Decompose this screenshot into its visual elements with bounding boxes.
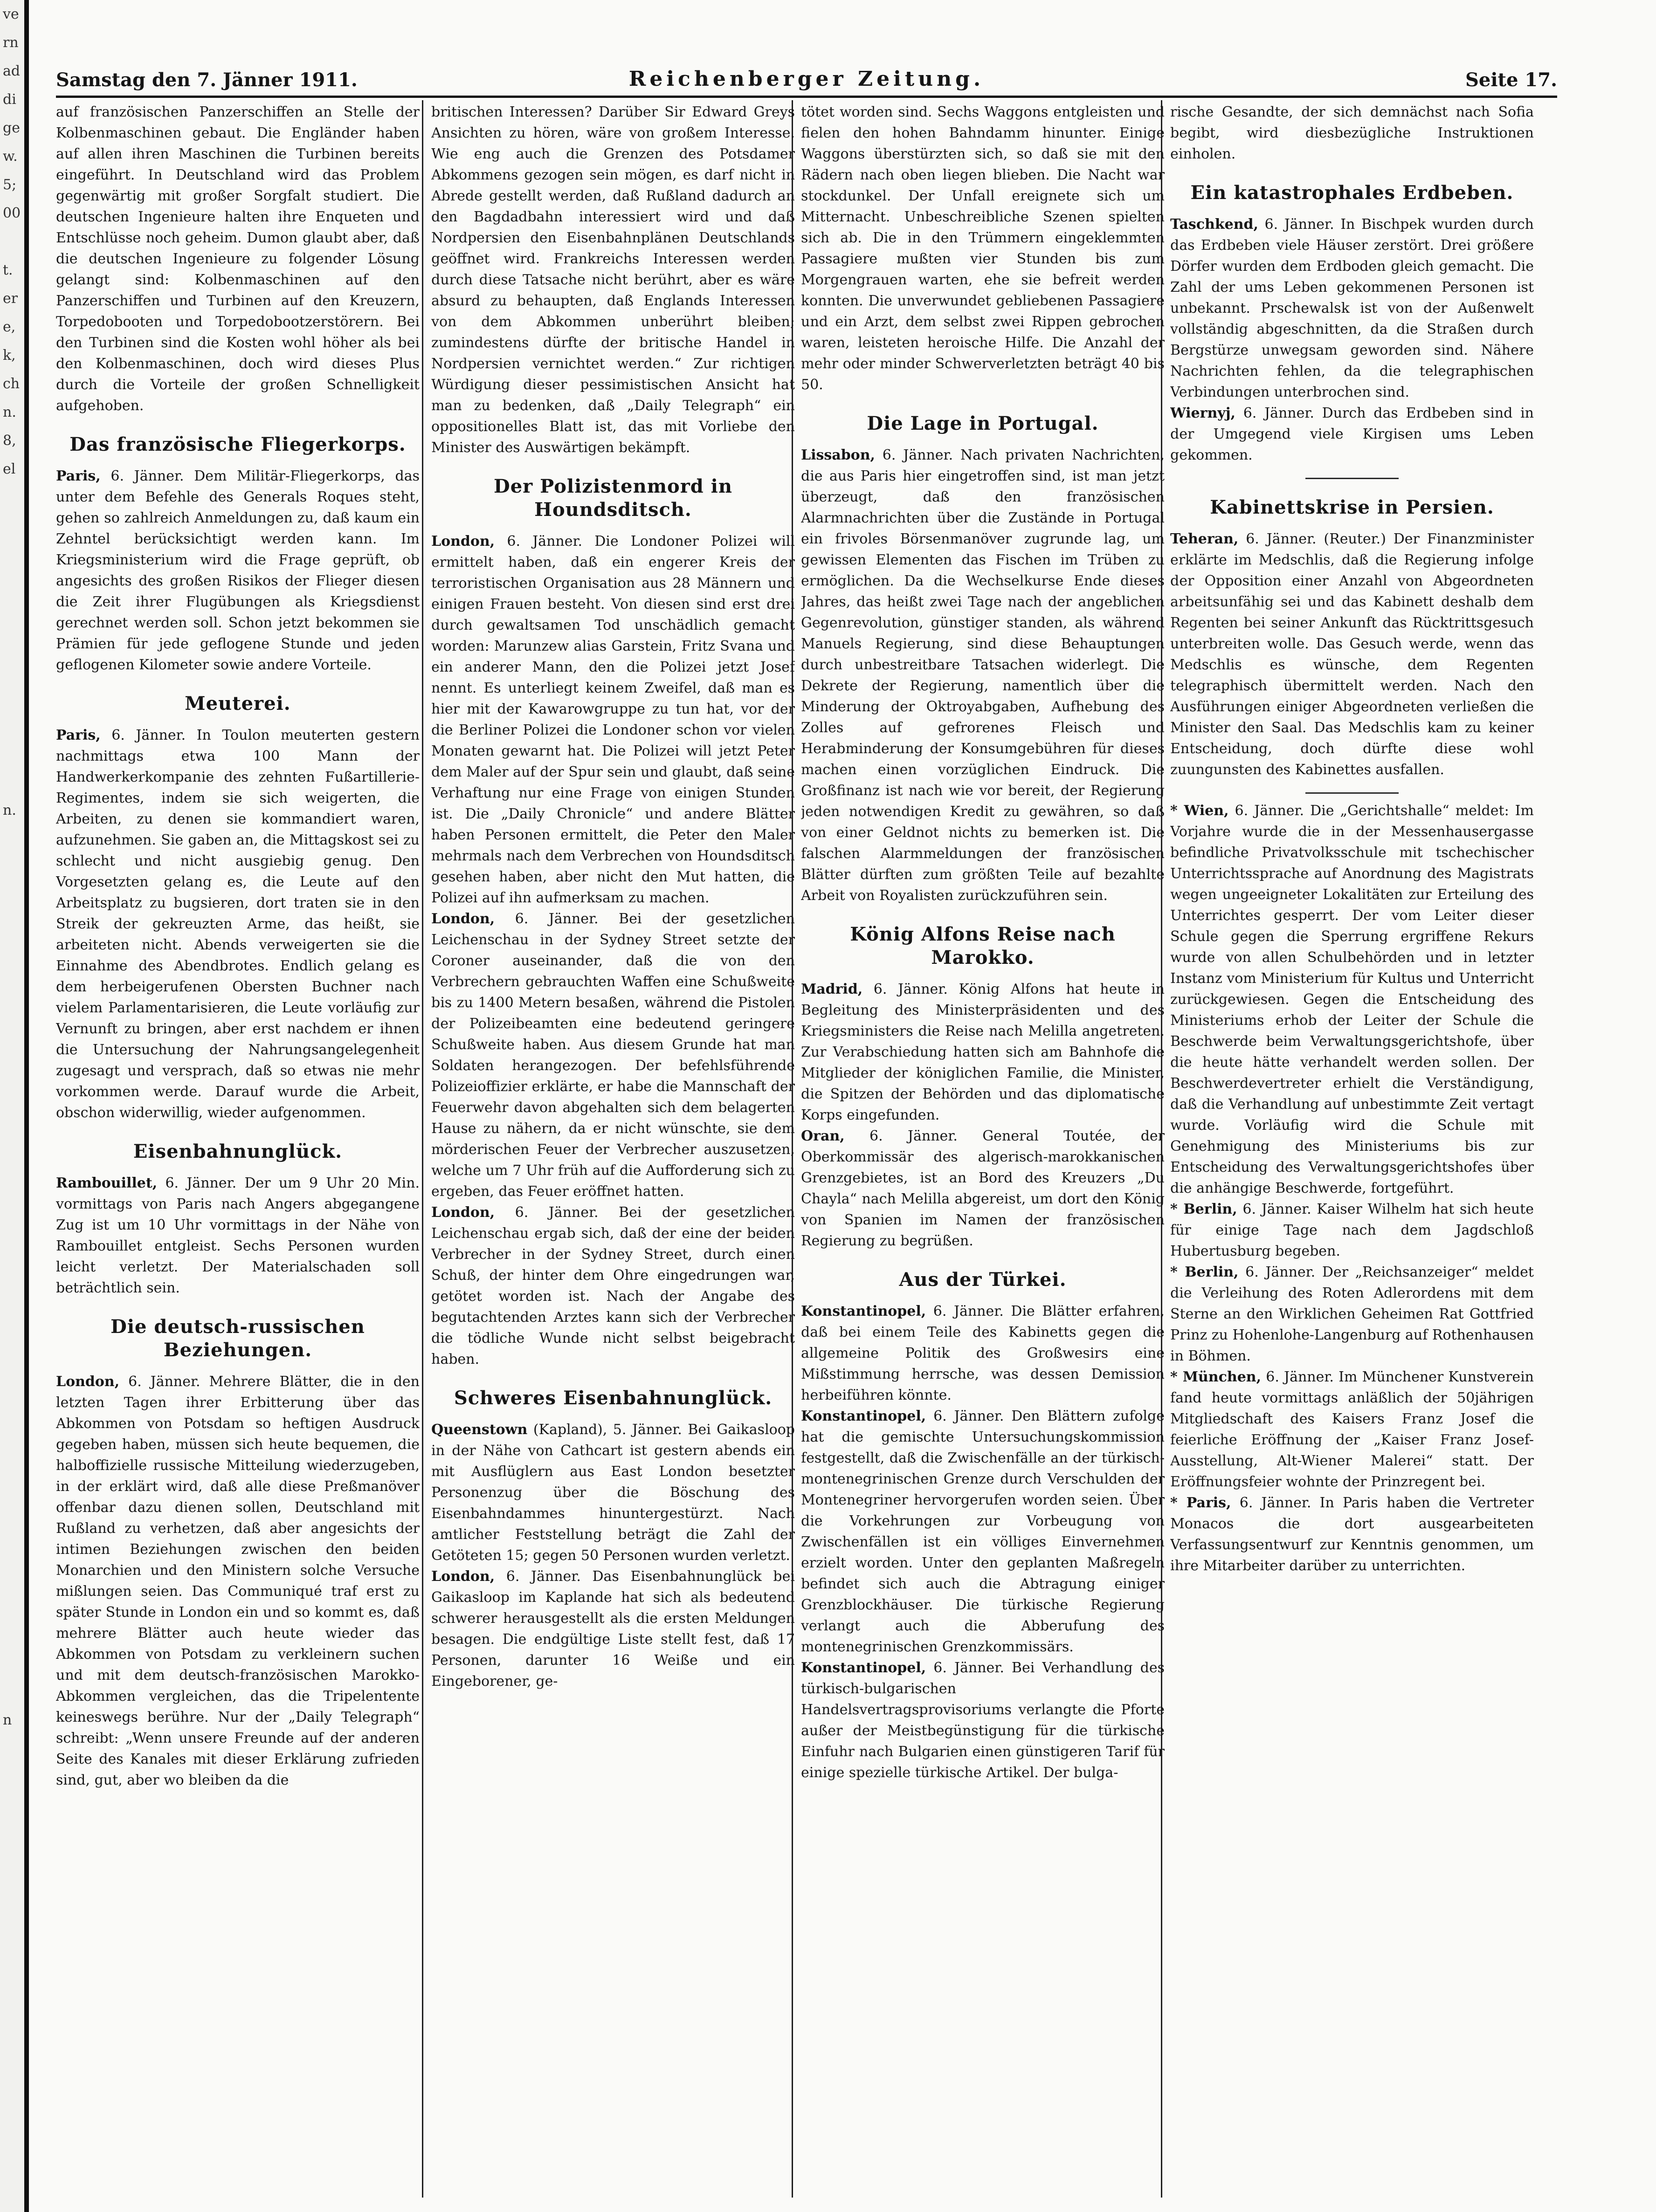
dateline: London, bbox=[56, 1374, 120, 1390]
article-headline: Kabinettskrise in Persien. bbox=[1210, 496, 1494, 518]
dateline: * Berlin, bbox=[1170, 1201, 1237, 1217]
article-paragraph bbox=[1170, 1262, 1534, 1367]
article-paragraph bbox=[801, 1657, 1165, 1783]
article-headline: König Alfons Reise nach Marokko. bbox=[850, 923, 1116, 969]
article-paragraph bbox=[56, 1371, 420, 1791]
column-4 bbox=[1170, 102, 1534, 2199]
edge-fragment: e, bbox=[3, 319, 16, 335]
edge-fragment bbox=[0, 569, 24, 597]
article-paragraph bbox=[1170, 102, 1534, 165]
page-header bbox=[56, 65, 1557, 98]
article-paragraph bbox=[1170, 214, 1534, 403]
column-2 bbox=[431, 102, 795, 2199]
edge-fragment bbox=[0, 1137, 24, 1166]
edge-fragment bbox=[0, 739, 24, 768]
article-paragraph bbox=[56, 102, 420, 416]
article-paragraph bbox=[431, 1419, 795, 1566]
article-paragraph bbox=[1170, 529, 1534, 780]
paragraph-text: auf französischen Panzerschiffen an Stelle der Kolbenmaschinen gebaut. Die Engländer haben auf allen ihren Maschinen die Turbinen bereits eingeführt. In Deutschland wird das Problem gegenwärtig mit großer Sorgfalt studiert. Die deutschen Ingenieure halten ihre Enqueten und Entschlüsse noch geheim. Dumon glaubt aber, daß die deutschen Ingenieure zu folgender Lösung gelangt sind: Kolbenmaschinen auf den Panzerschiffen und Turbinen auf den Kreuzern, Torpedobooten und Torpedobootzerstörern. Bei den Turbinen sind die Kosten wohl höher als bei den Kolbenmaschinen, doch wird dieses Plus durch die Vorteile der großen Schnelligkeit aufgehoben. bbox=[56, 104, 420, 414]
article-paragraph bbox=[801, 102, 1165, 395]
dateline: Madrid, bbox=[801, 981, 863, 997]
edge-fragment bbox=[0, 1649, 24, 1677]
edge-fragment bbox=[0, 1535, 24, 1564]
dateline: Konstantinopel, bbox=[801, 1408, 926, 1424]
paragraph-text: 6. Jänner. Den Blättern zufolge hat die gemischte Untersuchungskommission festgestellt, daß die Zwischenfälle an der türkisch-montenegrinischen Grenze durch Verschulden der Montenegriner hervorgerufen worden seien. Über die Vorkehrungen zur Vorbeugung von Zwischenfällen ist ein völliges Einvernehmen erzielt worden. Unter den geplanten Maßregeln befindet sich auch die Abtragung einiger Grenzblockhäuser. Die türkische Regierung verlangt auch die Abberufung des montenegrinischen Grenzkommissärs. bbox=[801, 1408, 1165, 1655]
paragraph-text: britischen Interessen? Darüber Sir Edward Greys Ansichten zu hören, wäre von großem Interesse. Wie eng auch die Grenzen des Potsdamer Abkommens gezogen sein mögen, es darf nicht in Abrede gestellt werden, daß Rußland dadurch an den Bagdadbahn interessiert wird und daß Nordpersien den Eisenbahnplänen Deutschlands geöffnet wird. Frankreichs Interessen werden durch diese Tatsache nicht berührt, aber es wäre absurd zu behaupten, daß Englands Interessen von dem Abkommen unberührt bleiben; zumindestens dürfte der britische Handel in Nordpersien vernichtet werden.“ Zur richtigen Würdigung dieser pessimistischen Ansicht hat man zu bedenken, daß „Daily Telegraph“ ein oppositionelles Blatt ist, das mit Vorliebe den Minister des Auswärtigen bekämpft. bbox=[431, 104, 795, 456]
edge-fragment bbox=[0, 512, 24, 540]
edge-fragment: t. bbox=[3, 262, 13, 278]
edge-fragment: ge bbox=[3, 120, 20, 136]
header-date: Samstag den 7. Jänner 1911. bbox=[56, 69, 358, 91]
edge-fragment bbox=[0, 1166, 24, 1194]
article-headline: Das französische Fliegerkorps. bbox=[69, 433, 406, 455]
edge-fragment bbox=[0, 1024, 24, 1052]
edge-fragment: el bbox=[3, 461, 16, 477]
header-rule bbox=[56, 96, 1557, 98]
article-headline: Der Polizistenmord in Houndsditsch. bbox=[494, 475, 732, 521]
paragraph-text: 6. Jänner. In Paris haben die Vertreter Monacos die dort ausgearbeiteten Verfassungsentwurf zur Kenntnis genommen, um ihre Mitarbeiter darüber zu unterrichten. bbox=[1170, 1495, 1534, 1574]
article-paragraph bbox=[431, 908, 795, 1202]
paragraph-text: 6. Jänner. Bei Verhandlung des türkisch-bulgarischen Handelsvertragsprovisoriums verlangte die Pforte außer der Meistbegünstigung für die türkische Einfuhr nach Bulgarien einen günstigeren Tarif für einige spezielle türkische Artikel. Der bulga- bbox=[801, 1660, 1165, 1781]
article-paragraph bbox=[801, 1126, 1165, 1251]
edge-fragment: di bbox=[3, 91, 16, 108]
edge-fragment bbox=[0, 1308, 24, 1336]
dateline: Paris, bbox=[56, 727, 101, 743]
article-paragraph bbox=[431, 531, 795, 908]
article-headline: Die deutsch-russischen Beziehungen. bbox=[110, 1316, 365, 1361]
paragraph-text: 6. Jänner. Das Eisenbahnunglück bei Gaikasloop im Kaplande hat sich als bedeutend schwerer herausgestellt als die ersten Meldungen besagen. Die endgültige Liste stellt fest, daß 17 Personen, darunter 16 Weiße und ein Eingeborener, ge- bbox=[431, 1568, 795, 1690]
edge-fragment: ch bbox=[3, 376, 20, 392]
binding-shadow bbox=[24, 0, 29, 2212]
edge-fragment bbox=[0, 995, 24, 1024]
article-headline: Ein katastrophales Erdbeben. bbox=[1190, 182, 1514, 204]
paragraph-text: 6. Jänner. (Reuter.) Der Finanzminister erklärte im Medschlis, daß die Regierung infolge der Opposition einer Anzahl von Abgeordneten arbeitsunfähig sei und das Kabinett deshalb dem Regenten bei seiner Ankunft das Rücktrittsgesuch unterbreiten wolle. Das Gesuch werde, wenn das Medschlis es wünsche, dem Regenten telegraphisch übermittelt werden. Nach den Ausführungen einiger Abgeordneten verließen die Minister den Saal. Das Medschlis kam zu keiner Entscheidung, doch dürfte diese wohl zuungunsten des Kabinettes ausfallen. bbox=[1170, 531, 1534, 778]
paragraph-text: rische Gesandte, der sich demnächst nach Sofia begibt, wird diesbezügliche Instruktionen einholen. bbox=[1170, 104, 1534, 162]
edge-fragment bbox=[0, 1450, 24, 1478]
column-3 bbox=[801, 102, 1165, 2199]
page-number: Seite 17. bbox=[1465, 69, 1557, 91]
article-paragraph bbox=[1170, 1199, 1534, 1262]
edge-fragment bbox=[0, 1507, 24, 1535]
edge-fragment bbox=[0, 1365, 24, 1393]
edge-fragment: rn bbox=[3, 34, 19, 51]
edge-fragment: 00 bbox=[3, 205, 21, 221]
edge-fragment: 8, bbox=[3, 433, 16, 449]
article-paragraph bbox=[431, 1202, 795, 1370]
paragraph-text: 6. Jänner. Der „Reichsanzeiger“ meldet die Verleihung des Roten Adlerordens mit dem Sterne an den Wirklichen Geheimen Rat Gottfried Prinz zu Hohenlohe-Langenburg auf Rothenhausen in Böhmen. bbox=[1170, 1264, 1534, 1364]
edge-fragment bbox=[0, 1734, 24, 1763]
paragraph-text: 6. Jänner. Die Londoner Polizei will ermittelt haben, daß ein engerer Kreis der terroristischen Organisation aus 28 Männern und einigen Frauen besteht. Von diesen sind erst drei durch gewaltsamen Tod unschädlich gemacht worden: Marunzew alias Garstein, Fritz Svana und ein anderer Mann, den die Polizei jetzt Josef nennt. Es unterliegt keinem Zweifel, daß man es hier mit der Kawarowgruppe zu tun hat, vor der die Berliner Polizei die Londoner schon vor vielen Monaten gewarnt hat. Die Polizei will jetzt Peter dem Maler auf der Spur sein und glaubt, daß seine Verhaftung nur eine Frage von einigen Stunden ist. Die „Daily Chronicle“ und andere Blätter haben Personen ermittelt, die Peter den Maler mehrmals nach dem Verbrechen von Houndsditsch gesehen haben, aber nicht den Mut hatten, die Polizei auf ihn aufmerksam zu machen. bbox=[431, 533, 795, 906]
article-paragraph bbox=[56, 725, 420, 1123]
dateline: Konstantinopel, bbox=[801, 1660, 926, 1676]
article-separator bbox=[1305, 478, 1399, 479]
edge-fragment: er bbox=[3, 290, 18, 307]
article-paragraph bbox=[56, 1173, 420, 1298]
dateline: Taschkend, bbox=[1170, 216, 1258, 233]
edge-fragment: w. bbox=[3, 148, 18, 165]
paragraph-text: 6. Jänner. In Bischpek wurden durch das Erdbeben viele Häuser zerstört. Drei größere Dörfer wurden dem Erdboden gleich gemacht. Die Zahl der ums Leben gekommenen Personen ist unbekannt. Prschewalsk ist von der Außenwelt vollständig abgeschnitten, da die Straßen durch Bergstürze unwegsam geworden sind. Nähere Nachrichten fehlen, da die telegraphischen Verbindungen unterbrochen sind. bbox=[1170, 216, 1534, 400]
edge-fragment bbox=[0, 1422, 24, 1450]
paragraph-text: 6. Jänner. Die „Gerichtshalle“ meldet: Im Vorjahre wurde die in der Messenhausergasse befindliche Privatvolksschule mit tschechischer Unterrichtssprache auf Anordnung des Magistrats wegen ungeeigneter Lokalitäten zur Erteilung des Unterrichtes gesperrt. Der vom Leiter dieser Schule gegen die Sperrung ergriffene Rekurs wurde von allen Schulbehörden und in letzter Instanz vom Ministerium für Kultus und Unterricht zurückgewiesen. Gegen die Entscheidung des Ministeriums erhob der Leiter der Schule die Beschwerde beim Verwaltungsgerichtshofe, über die heute hätte verhandelt werden sollen. Der Beschwerdevertreter erhielt die Verständigung, daß die Verhandlung auf unbestimmte Zeit vertagt wurde. Vorläufig wird die Schule mit Genehmigung des Ministeriums bis zur Entscheidung des Verwaltungsgerichtshofes über die anhängige Beschwerde, fortgeführt. bbox=[1170, 803, 1534, 1196]
article-headline: Meuterei. bbox=[185, 693, 291, 714]
dateline: Lissabon, bbox=[801, 447, 875, 463]
edge-fragment bbox=[0, 1393, 24, 1422]
edge-fragment bbox=[0, 824, 24, 853]
edge-fragment bbox=[0, 682, 24, 711]
dateline: Oran, bbox=[801, 1128, 845, 1144]
paragraph-text: 6. Jänner. Mehrere Blätter, die in den letzten Tagen ihrer Erbitterung über das Abkommen von Potsdam so heftigen Ausdruck gegeben haben, müssen sich heute bequemen, die halboffizielle russische Mitteilung wiederzugeben, in der erklärt wird, daß alle diese Preßmanöver offenbar dazu dienen sollen, Deutschland mit Rußland zu verhetzen, daß aber angesichts der intimen Beziehungen zwischen den beiden Monarchien und den Ministern solche Versuche mißlungen seien. Das Communiqué traf erst zu später Stunde in London ein und so kommt es, daß mehrere Blätter auch heute wieder das Abkommen von Potsdam zu verkleinern suchen und mit dem deutsch-französischen Marokko-Abkommen vergleichen, das die Tripelentente keineswegs berühre. Nur der „Daily Telegraph“ schreibt: „Wenn unsere Freunde auf der anderen Seite des Kanales mit dieser Erklärung zufrieden sind, gut, aber wo bleiben da die bbox=[56, 1374, 420, 1788]
dateline: * Paris, bbox=[1170, 1495, 1231, 1511]
edge-fragment bbox=[0, 1478, 24, 1507]
edge-fragment bbox=[0, 1223, 24, 1251]
article-paragraph bbox=[431, 1566, 795, 1692]
dateline: * Wien, bbox=[1170, 803, 1229, 819]
edge-fragment bbox=[0, 1677, 24, 1706]
edge-fragment: k, bbox=[3, 347, 16, 364]
edge-fragment: ad bbox=[3, 63, 21, 79]
paragraph-text: 6. Jänner. General Toutée, der Oberkommissär des algerisch-marokkanischen Grenzgebietes, ist an Bord des Kreuzers „Du Chayla“ nach Melilla abgereist, um dort den König von Spanien im Namen der französischen Regierung zu begrüßen. bbox=[801, 1128, 1165, 1249]
article-paragraph bbox=[1170, 403, 1534, 466]
paragraph-text: 6. Jänner. König Alfons hat heute in Begleitung des Ministerpräsidenten und des Kriegsministers die Reise nach Melilla angetreten. Zur Verabschiedung hatten sich am Bahnhofe die Mitglieder der königlichen Familie, die Minister, die Spitzen der Behörden und das diplomatische Korps eingefunden. bbox=[801, 981, 1165, 1123]
masthead-title: Reichenberger Zeitung. bbox=[628, 67, 985, 91]
paragraph-text: 6. Jänner. In Toulon meuterten gestern nachmittags etwa 100 Mann der Handwerkerkompanie des zehnten Fußartillerie-Regimentes, indem sie sich weigerten, die Arbeiten, zu denen sie kommandiert waren, aufzunehmen. Sie gaben an, die Mittagskost sei zu schlecht und nicht ausgiebig genug. Den Vorgesetzten gelang es, die Leute auf den Arbeitsplatz zu bugsieren, dort traten sie in den Streik der gekreuzten Arme, das heißt, sie arbeiteten nicht. Abends verweigerten sie die Einnahme des Abendbrotes. Endlich gelang es dem herbeigerufenen Obersten Buchner nach vielem Parlamentarisieren, die Leute vorläufig zur Vernunft zu bringen, aber erst nachdem er ihnen die Untersuchung der Nahrungsangelegenheit zugesagt und versprach, daß so etwas nie mehr vorkommen werde. Darauf wurde die Arbeit, obschon widerwillig, wieder aufgenommen. bbox=[56, 727, 420, 1121]
dateline: Rambouillet, bbox=[56, 1175, 158, 1191]
dateline: Wiernyj, bbox=[1170, 405, 1235, 421]
edge-fragment bbox=[0, 1109, 24, 1137]
edge-fragment bbox=[0, 910, 24, 938]
dateline: * München, bbox=[1170, 1369, 1262, 1385]
article-paragraph bbox=[801, 1406, 1165, 1657]
paragraph-text: (Kapland), 5. Jänner. Bei Gaikasloop in der Nähe von Cathcart ist gestern abends ein mit Ausflüglern aus East London besetzter Personenzug über die Böschung des Eisenbahndammes hinuntergestürzt. Nach amtlicher Feststellung beträgt die Zahl der Getöteten 15; gegen 50 Personen wurden verletzt. bbox=[431, 1422, 795, 1564]
paragraph-text: 6. Jänner. Nach privaten Nachrichten, die aus Paris hier eingetroffen sind, ist man jetzt überzeugt, daß den französischen Alarmnachrichten über die Zustände in Portugal ein frivoles Börsenmanöver zugrunde lag, um gewissen Elementen das Fischen im Trüben zu ermöglichen. Da die Wechselkurse Ende dieses Jahres, das heißt zwei Tage nach der angeblichen Gegenrevolution, günstiger standen, als während Manuels Regierung, sind diese Behauptungen durch unbestreitbare Tatsachen widerlegt. Die Dekrete der Regierung, namentlich über die Minderung der Oktroyabgaben, Aufhebung des Zolles auf gefrorenes Fleisch und Herabminderung der Konsumgebühren für dieses machen einen vorzüglichen Eindruck. Die Großfinanz ist nach wie vor bereit, der Regierung jeden notwendigen Kredit zu gewähren, so daß von einer Geldnot nichts zu bemerken ist. Die falschen Alarmmeldungen der französischen Blätter dürften zum größten Teile auf bezahlte Arbeit von Royalisten zurückzuführen sein. bbox=[801, 447, 1165, 904]
edge-fragment bbox=[0, 1080, 24, 1109]
dateline: London, bbox=[431, 911, 495, 927]
edge-fragment bbox=[0, 1336, 24, 1365]
dateline: * Berlin, bbox=[1170, 1264, 1239, 1280]
paragraph-text: tötet worden sind. Sechs Waggons entgleisten und fielen den hohen Bahndamm hinunter. Einige Waggons überstürzten sich, so daß sie mit den Rädern nach oben liegen blieben. Die Nacht war stockdunkel. Der Unfall ereignete sich um Mitternacht. Unbeschreibliche Szenen spielten sich ab. Die in den Trümmern eingeklemmten Passagiere mußten vier Stunden bis zum Morgengrauen warten, ehe sie befreit werden konnten. Die unverwundet gebliebenen Passagiere und ein Arzt, dem selbst zwei Rippen gebrochen waren, leisteten heroische Hilfe. Die Anzahl der mehr oder minder Schwerverletzten beträgt 40 bis 50. bbox=[801, 104, 1165, 393]
dateline: London, bbox=[431, 1568, 495, 1585]
dateline: London, bbox=[431, 1204, 495, 1221]
edge-fragment bbox=[0, 1763, 24, 1791]
edge-fragment: n. bbox=[3, 404, 16, 420]
paragraph-text: 6. Jänner. Im Münchener Kunstverein fand heute vormittags anläßlich der 50jährigen Mitgliedschaft des Kaisers Franz Josef die feierliche Eröffnung der „Kaiser Franz Josef-Ausstellung, Alt-Wiener Malerei“ statt. Der Eröffnungsfeier wohnte der Prinzregent bei. bbox=[1170, 1369, 1534, 1490]
edge-fragment bbox=[0, 1592, 24, 1621]
dateline: Teheran, bbox=[1170, 531, 1239, 547]
edge-fragment bbox=[0, 625, 24, 654]
article-headline: Aus der Türkei. bbox=[899, 1269, 1067, 1291]
column-rule bbox=[422, 100, 423, 2198]
article-headline: Die Lage in Portugal. bbox=[867, 412, 1099, 434]
dateline: Paris, bbox=[56, 468, 101, 484]
edge-fragment: ve bbox=[3, 6, 19, 22]
edge-fragment: n. bbox=[3, 802, 16, 818]
dateline: London, bbox=[431, 533, 495, 550]
article-headline: Schweres Eisenbahnunglück. bbox=[454, 1387, 773, 1409]
edge-fragment bbox=[0, 967, 24, 995]
edge-fragment bbox=[0, 938, 24, 967]
edge-fragment bbox=[0, 768, 24, 796]
column-1 bbox=[56, 102, 420, 2199]
paragraph-text: 6. Jänner. Bei der gesetzlichen Leichenschau ergab sich, daß der eine der beiden Verbrecher in der Sydney Street, durch einen Schuß, der hinter dem Ohre eingedrungen war, getötet worden ist. Nach der Angabe des begutachtenden Arztes kann sich der Verbrecher die tödliche Wunde nicht selbst beigebracht haben. bbox=[431, 1204, 795, 1367]
edge-fragment bbox=[0, 1279, 24, 1308]
paragraph-text: 6. Jänner. Der um 9 Uhr 20 Min. vormittags von Paris nach Angers abgegangene Zug ist um 10 Uhr vormittags in der Nähe von Rambouillet entgleist. Sechs Personen wurden leicht verletzt. Der Materialschaden soll beträchtlich sein. bbox=[56, 1175, 420, 1296]
article-paragraph bbox=[801, 979, 1165, 1126]
paragraph-text: 6. Jänner. Die Blätter erfahren, daß bei einem Teile des Kabinetts gegen die allgemeine Politik des Großwesirs eine Mißstimmung herrsche, was dessen Demission herbeiführen könnte. bbox=[801, 1303, 1165, 1403]
edge-fragment bbox=[0, 1194, 24, 1223]
edge-fragment: 5; bbox=[3, 177, 17, 193]
edge-fragment bbox=[0, 1052, 24, 1080]
article-paragraph bbox=[431, 102, 795, 458]
edge-fragment bbox=[0, 853, 24, 881]
edge-fragment bbox=[0, 227, 24, 256]
article-paragraph bbox=[1170, 800, 1534, 1199]
article-paragraph bbox=[1170, 1367, 1534, 1492]
edge-fragment bbox=[0, 1621, 24, 1649]
edge-fragment bbox=[0, 881, 24, 910]
edge-fragment bbox=[0, 597, 24, 625]
dateline: Konstantinopel, bbox=[801, 1303, 926, 1319]
edge-fragment bbox=[0, 1564, 24, 1592]
article-paragraph bbox=[801, 1301, 1165, 1406]
edge-fragment bbox=[0, 483, 24, 512]
article-paragraph bbox=[56, 466, 420, 675]
article-separator bbox=[1305, 792, 1399, 794]
edge-fragment bbox=[0, 1251, 24, 1279]
edge-fragment bbox=[0, 540, 24, 569]
paragraph-text: 6. Jänner. Bei der gesetzlichen Leichenschau in der Sydney Street setzte der Coroner auseinander, daß die von den Verbrechern gebrauchten Waffen eine Schußweite bis zu 1400 Metern besaßen, während die Pistolen der Polizeibeamten eine bedeutend geringere Schußweite haben. Aus diesem Grunde hat man Soldaten herangezogen. Der befehlsführende Polizeioffizier erklärte, er habe die Mannschaft der Feuerwehr davon abgehalten sich dem belagerten Hause zu nähern, da er nicht wünschte, sie dem mörderischen Feuer der Verbrecher auszusetzen, welche um 7 Uhr früh auf die Aufforderung sich zu ergeben, das Feuer eröffnet hatten. bbox=[431, 911, 795, 1200]
paragraph-text: 6. Jänner. Durch das Erdbeben sind in der Umgegend viele Kirgisen ums Leben gekommen. bbox=[1170, 405, 1534, 463]
paragraph-text: 6. Jänner. Dem Militär-Fliegerkorps, das unter dem Befehle des Generals Roques steht, gehen so zahlreich Anmeldungen zu, daß kaum ein Zehntel berücksichtigt werden kann. Im Kriegsministerium wird die Frage geprüft, ob angesichts des großen Risikos der Flieger diesen die Zeit ihrer Flugübungen als Kriegsdienst gerechnet werden soll. Schon jetzt bekommen sie Prämien für jede geflogene Stunde und jeden geflogenen Kilometer sowie andere Vorteile. bbox=[56, 468, 420, 673]
article-paragraph bbox=[801, 445, 1165, 906]
adjacent-page-edge bbox=[0, 0, 24, 2212]
edge-fragment: n bbox=[3, 1712, 12, 1728]
article-headline: Eisenbahnunglück. bbox=[133, 1140, 343, 1162]
dateline: Queenstown bbox=[431, 1422, 528, 1438]
edge-fragment bbox=[0, 654, 24, 682]
article-paragraph bbox=[1170, 1492, 1534, 1576]
paragraph-text: 6. Jänner. Kaiser Wilhelm hat sich heute für einige Tage nach dem Jagdschloß Hubertusburg begeben. bbox=[1170, 1201, 1534, 1259]
edge-fragment bbox=[0, 711, 24, 739]
